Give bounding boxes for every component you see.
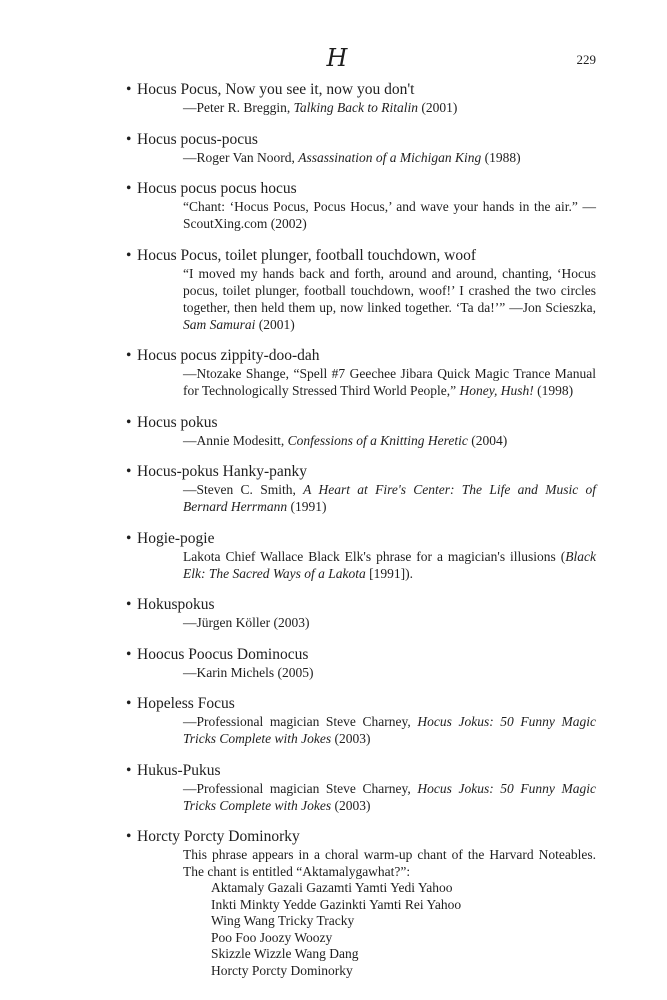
- headword-text: Hocus pocus-pocus: [137, 130, 258, 148]
- chant-line: Aktamaly Gazali Gazamti Yamti Yedi Yahoo: [211, 880, 453, 895]
- list-item: [126, 694, 596, 747]
- citation-text: —Ntozake Shange, “Spell #7 Geechee Jibara Quick Magic Trance Manual for Technologically Stressed Third World People,”: [183, 366, 596, 398]
- headword-text: Horcty Porcty Dominorky: [137, 828, 300, 845]
- headword-text: Hocus pocus pocus hocus: [137, 180, 297, 197]
- citation-text: —Annie Modesitt,: [183, 432, 288, 448]
- entry-headword: [126, 827, 596, 846]
- entry-headword: [126, 645, 596, 664]
- chant-lines: [211, 880, 596, 979]
- citation-text: “I moved my hands back and forth, around and around, chanting, ‘Hocus pocus, toilet plunger, football touchdown, woof!’ I crashed the two circles together, then held them up, now linked together. ‘Ta da!’” —Jon Scieszka,: [183, 265, 596, 315]
- bullet-icon: •: [126, 347, 132, 364]
- entry-headword: [126, 179, 596, 198]
- entry-headword: [126, 761, 596, 780]
- citation-text: (2003): [331, 731, 371, 746]
- entry-headword: [126, 595, 596, 614]
- citation-title: A Heart at Fire's Center: The Life and Music of Bernard Herrmann: [183, 482, 596, 514]
- bullet-icon: •: [126, 130, 132, 148]
- citation-title: Assassination of a Michigan King: [298, 149, 482, 165]
- citation-text: Lakota Chief Wallace Black Elk's phrase for a magician's illusions (: [183, 548, 566, 564]
- entry-headword: [126, 130, 596, 149]
- entry-citation: [183, 432, 596, 449]
- entry-headword: [126, 346, 596, 365]
- list-item: [126, 761, 596, 814]
- entry-list: [126, 80, 596, 993]
- headword-text: Hocus-pokus Hanky-panky: [137, 463, 308, 480]
- entry-citation: [183, 149, 596, 166]
- citation-text: —Steven C. Smith,: [183, 482, 304, 497]
- citation-text: —Karin Michels (2005): [183, 664, 314, 680]
- citation-title: Confessions of a Knitting Heretic: [287, 432, 468, 448]
- headword-text: Hopeless Focus: [137, 695, 235, 712]
- list-item: [126, 179, 596, 232]
- bullet-icon: •: [126, 246, 132, 264]
- list-item: [126, 529, 596, 582]
- entry-headword: [126, 529, 596, 548]
- entry-headword: [126, 246, 596, 265]
- bullet-icon: •: [126, 529, 132, 547]
- chant-line: Inkti Minkty Yedde Gazinkti Yamti Rei Yahoo: [211, 896, 462, 912]
- headword-text: Hocus pokus: [137, 413, 218, 431]
- entry-citation: [183, 846, 596, 979]
- entry-citation: [183, 614, 596, 631]
- entry-citation: [183, 265, 596, 333]
- headword-text: Hoocus Poocus Dominocus: [137, 645, 309, 663]
- citation-text: —Roger Van Noord,: [183, 149, 299, 165]
- citation-text: (1991): [287, 499, 327, 514]
- chant-line: Skizzle Wizzle Wang Dang: [211, 946, 359, 961]
- headword-text: Hocus Pocus, Now you see it, now you don't: [137, 81, 415, 98]
- page-number: 229: [576, 52, 596, 67]
- citation-text: (2003): [331, 797, 371, 813]
- citation-text: (1998): [533, 383, 574, 398]
- list-item: [126, 130, 596, 166]
- citation-text: “Chant: ‘Hocus Pocus, Pocus Hocus,’ and wave your hands in the air.” —ScoutXing.com (2002): [183, 199, 596, 231]
- entry-citation: [183, 481, 596, 515]
- citation-text: [1991]).: [365, 565, 413, 581]
- citation-title: Hocus Jokus: 50 Funny Magic Tricks Complete with Jokes: [183, 714, 596, 746]
- chant-line: Poo Foo Joozy Woozy: [211, 929, 333, 945]
- entry-citation: [183, 365, 596, 399]
- list-item: [126, 413, 596, 449]
- list-item: [126, 827, 596, 979]
- bullet-icon: •: [126, 180, 132, 197]
- headword-text: Hocus pocus zippity-doo-dah: [137, 347, 320, 364]
- entry-headword: [126, 413, 596, 432]
- citation-text: This phrase appears in a choral warm-up chant of the Harvard Noteables. The chant is entitled “Aktamalygawhat?”:: [183, 847, 596, 879]
- entry-headword: [126, 462, 596, 481]
- entry-citation: [183, 548, 596, 582]
- list-item: [126, 595, 596, 631]
- entry-citation: [183, 780, 596, 814]
- list-item: [126, 246, 596, 333]
- bullet-icon: •: [126, 413, 132, 431]
- citation-title: Hocus Jokus: 50 Funny Magic Tricks Complete with Jokes: [183, 780, 596, 813]
- section-letter: H: [326, 44, 348, 72]
- bullet-icon: •: [126, 761, 132, 779]
- entry-headword: [126, 694, 596, 713]
- chant-line: Wing Wang Tricky Tracky: [211, 913, 355, 928]
- citation-title: Honey, Hush!: [459, 383, 534, 398]
- bullet-icon: •: [126, 463, 132, 480]
- bullet-icon: •: [126, 828, 132, 845]
- citation-text: —Peter R. Breggin,: [183, 100, 294, 115]
- headword-text: Hukus-Pukus: [137, 761, 221, 779]
- citation-text: —Professional magician Steve Charney,: [183, 714, 418, 729]
- list-item: [126, 346, 596, 399]
- list-item: [126, 462, 596, 515]
- citation-text: (2004): [467, 432, 508, 448]
- bullet-icon: •: [126, 81, 132, 98]
- citation-text: (1988): [481, 149, 521, 165]
- list-item: [126, 80, 596, 116]
- entry-headword: [126, 80, 596, 99]
- citation-text: (2001): [255, 316, 295, 332]
- citation-title: Sam Samurai: [183, 316, 256, 332]
- citation-text: (2001): [418, 100, 458, 115]
- citation-text: —Jürgen Köller (2003): [183, 615, 310, 630]
- headword-text: Hocus Pocus, toilet plunger, football touchdown, woof: [137, 246, 477, 264]
- entry-citation: [183, 713, 596, 747]
- entry-citation: [183, 664, 596, 681]
- bullet-icon: •: [126, 645, 132, 663]
- headword-text: Hokuspokus: [137, 596, 215, 613]
- chant-line: Horcty Porcty Dominorky: [211, 962, 353, 978]
- headword-text: Hogie-pogie: [137, 529, 215, 547]
- entry-citation: [183, 198, 596, 232]
- entry-citation: [183, 99, 596, 116]
- citation-title: Black Elk: The Sacred Ways of a Lakota: [183, 548, 596, 581]
- bullet-icon: •: [126, 596, 132, 613]
- citation-title: Talking Back to Ritalin: [293, 100, 418, 115]
- bullet-icon: •: [126, 695, 132, 712]
- citation-text: —Professional magician Steve Charney,: [183, 780, 418, 796]
- list-item: [126, 645, 596, 681]
